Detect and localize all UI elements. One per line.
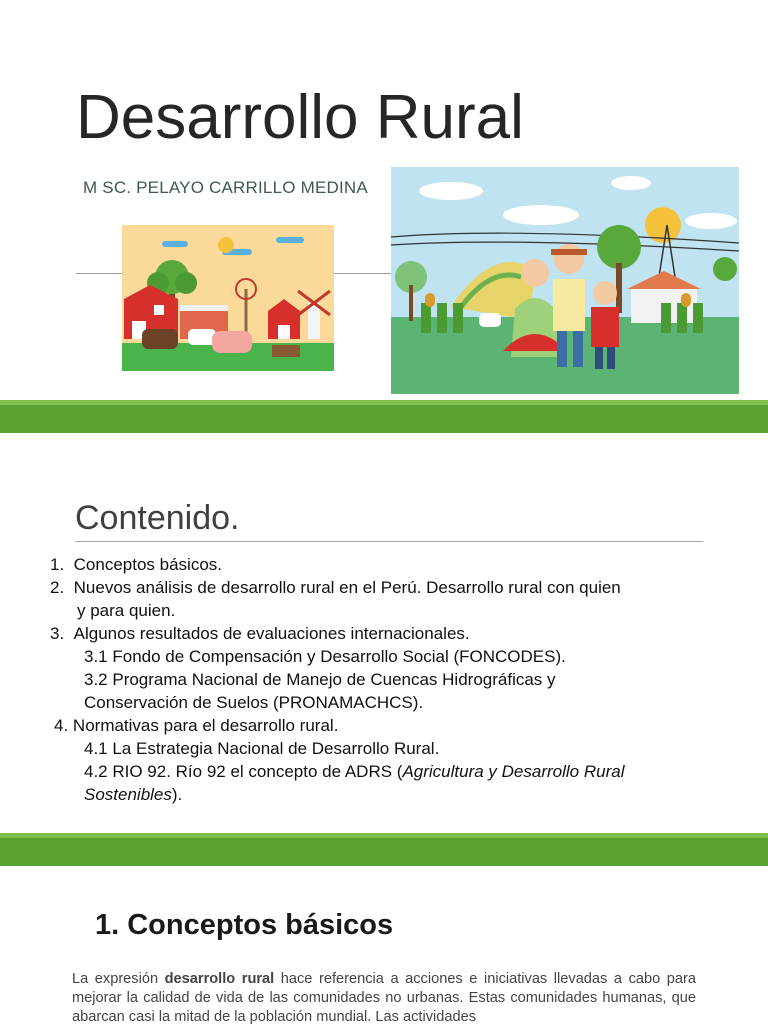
sub-list-item: 4.1 La Estrategia Nacional de Desarrollo Rural. — [84, 739, 440, 758]
sub-list-item-text: 4.2 RIO 92. Río 92 el concepto de ADRS ( — [84, 762, 403, 781]
list-item — [50, 622, 470, 645]
sub-list-item-text: ). — [171, 785, 183, 804]
list-item-continuation: y para quien. — [77, 601, 176, 620]
slide-subtitle: M SC. PELAYO CARRILLO MEDINA — [83, 178, 368, 197]
list-item — [50, 576, 621, 599]
green-divider-bar — [0, 833, 768, 866]
list-item-text: Normativas para el desarrollo rural. — [72, 716, 339, 735]
paragraph-text: hace referencia a acciones e iniciativas llevadas a cabo para mejorar la calidad de vida de las comunidades no urbanas. Estas comunidades humanas, que abarcan casi la mitad de la población mundial. Las actividades — [72, 971, 696, 1024]
list-marker: 1. — [50, 555, 65, 574]
list-item-text: Conceptos básicos. — [73, 555, 223, 574]
sub-list-item: 3.2 Programa Nacional de Manejo de Cuencas Hidrográficas y — [84, 670, 556, 689]
farm-illustration — [122, 225, 334, 371]
contents-slide — [0, 433, 768, 833]
sub-list-item-continuation: Conservación de Suelos (PRONAMACHCS). — [84, 693, 424, 712]
divider-line — [75, 541, 703, 542]
list-marker: 3. — [50, 624, 65, 643]
sub-list-item-continuation — [84, 783, 182, 806]
sub-list-item — [84, 760, 624, 783]
slide-title: Desarrollo Rural — [76, 83, 524, 152]
community-illustration — [391, 167, 739, 394]
italic-term: Agricultura y Desarrollo Rural — [402, 762, 625, 781]
contents-title: Contenido. — [75, 499, 240, 537]
green-divider-bar — [0, 400, 768, 433]
italic-term: Sostenibles — [84, 785, 172, 804]
list-item — [50, 553, 222, 576]
concepts-slide — [0, 866, 768, 1024]
list-item — [54, 714, 338, 737]
list-item-text: Nuevos análisis de desarrollo rural en el Perú. Desarrollo rural con quien — [73, 578, 621, 597]
paragraph-text: La expresión — [72, 971, 165, 987]
title-slide — [0, 0, 768, 400]
body-paragraph — [72, 970, 696, 1024]
section-title: 1. Conceptos básicos — [95, 909, 394, 941]
list-marker: 4. — [54, 716, 69, 735]
list-item-text: Algunos resultados de evaluaciones internacionales. — [73, 624, 470, 643]
sub-list-item: 3.1 Fondo de Compensación y Desarrollo Social (FONCODES). — [84, 647, 566, 666]
list-marker: 2. — [50, 578, 65, 597]
bold-term: desarrollo rural — [164, 971, 275, 987]
